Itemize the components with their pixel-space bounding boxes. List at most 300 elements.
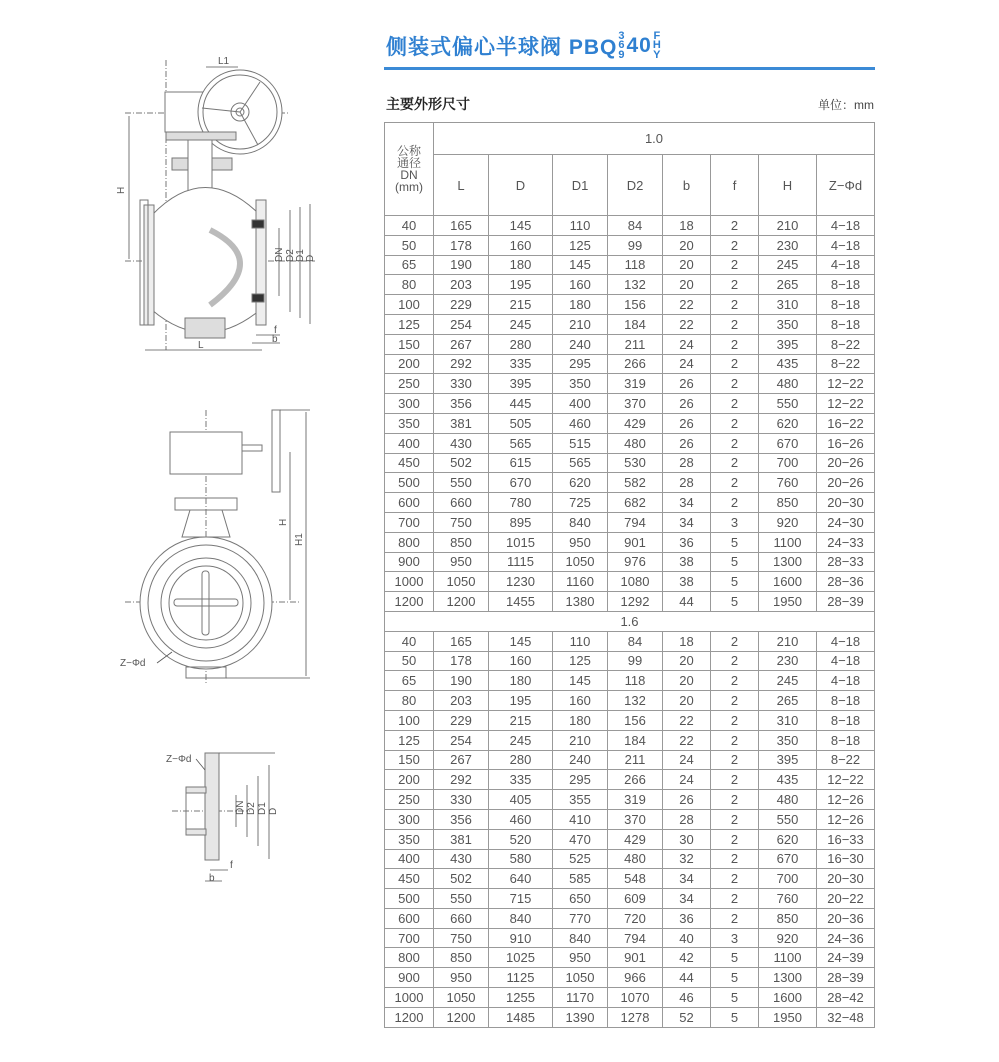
table-cell: 335 xyxy=(489,354,553,374)
table-cell: 395 xyxy=(759,750,817,770)
table-cell: 265 xyxy=(759,691,817,711)
table-cell: 1100 xyxy=(759,532,817,552)
table-cell: 195 xyxy=(489,275,553,295)
table-cell: 84 xyxy=(608,631,663,651)
table-row xyxy=(385,730,875,750)
table-cell: 12−26 xyxy=(817,809,875,829)
table-cell: 280 xyxy=(489,750,553,770)
table-cell: 4−18 xyxy=(817,216,875,236)
table-cell: 215 xyxy=(489,710,553,730)
dn-cell: 80 xyxy=(385,275,434,295)
dn-cell: 500 xyxy=(385,889,434,909)
table-cell: 460 xyxy=(489,809,553,829)
table-cell: 780 xyxy=(489,493,553,513)
dn-header-line: 通径 xyxy=(396,156,421,170)
table-cell: 966 xyxy=(608,968,663,988)
table-cell: 405 xyxy=(489,790,553,810)
table-cell: 920 xyxy=(759,512,817,532)
table-row xyxy=(385,532,875,552)
table-cell: 28 xyxy=(663,473,711,493)
dn-cell: 1200 xyxy=(385,592,434,612)
pressure-label: 1.6 xyxy=(385,611,875,631)
table-cell: 110 xyxy=(553,631,608,651)
table-cell: 770 xyxy=(553,908,608,928)
table-cell: 1300 xyxy=(759,968,817,988)
table-cell: 460 xyxy=(553,413,608,433)
table-cell: 210 xyxy=(553,730,608,750)
table-cell: 1080 xyxy=(608,572,663,592)
table-cell: 480 xyxy=(608,849,663,869)
dn-cell: 80 xyxy=(385,691,434,711)
dn-cell: 200 xyxy=(385,770,434,790)
table-cell: 26 xyxy=(663,433,711,453)
table-cell: 395 xyxy=(759,334,817,354)
label-L: L xyxy=(198,340,204,351)
table-cell: 38 xyxy=(663,552,711,572)
table-cell: 203 xyxy=(434,691,489,711)
table-cell: 22 xyxy=(663,314,711,334)
column-header: H xyxy=(759,155,817,216)
column-header: Z−Φd xyxy=(817,155,875,216)
table-cell: 2 xyxy=(711,671,759,691)
table-cell: 850 xyxy=(759,493,817,513)
table-cell: 20 xyxy=(663,235,711,255)
table-cell: 660 xyxy=(434,493,489,513)
table-cell: 502 xyxy=(434,869,489,889)
column-header: D1 xyxy=(553,155,608,216)
table-cell: 2 xyxy=(711,730,759,750)
table-cell: 20−22 xyxy=(817,889,875,909)
dn-cell: 65 xyxy=(385,671,434,691)
table-row xyxy=(385,473,875,493)
table-cell: 160 xyxy=(489,235,553,255)
table-cell: 211 xyxy=(608,750,663,770)
table-cell: 229 xyxy=(434,710,489,730)
dn-cell: 700 xyxy=(385,512,434,532)
table-cell: 4−18 xyxy=(817,255,875,275)
table-cell: 319 xyxy=(608,790,663,810)
table-cell: 920 xyxy=(759,928,817,948)
table-cell: 2 xyxy=(711,314,759,334)
table-cell: 40 xyxy=(663,928,711,948)
label-f: f xyxy=(230,860,233,871)
table-cell: 3 xyxy=(711,512,759,532)
table-cell: 2 xyxy=(711,374,759,394)
table-cell: 1600 xyxy=(759,988,817,1008)
table-cell: 99 xyxy=(608,651,663,671)
dn-cell: 1000 xyxy=(385,572,434,592)
table-row xyxy=(385,374,875,394)
table-cell: 355 xyxy=(553,790,608,810)
table-cell: 292 xyxy=(434,354,489,374)
table-cell: 1050 xyxy=(553,552,608,572)
dn-cell: 100 xyxy=(385,295,434,315)
dn-header xyxy=(385,123,434,216)
flange-detail-drawing xyxy=(150,745,290,890)
table-row xyxy=(385,493,875,513)
table-cell: 2 xyxy=(711,354,759,374)
table-cell: 20−36 xyxy=(817,908,875,928)
table-cell: 24−30 xyxy=(817,512,875,532)
table-cell: 266 xyxy=(608,770,663,790)
stack-item: 3 xyxy=(618,29,626,42)
label-D2: D2 xyxy=(285,249,296,262)
table-cell: 145 xyxy=(553,255,608,275)
dn-header-line: (mm) xyxy=(395,180,423,194)
front-view-drawing xyxy=(110,400,330,690)
title-stack-pressure xyxy=(618,29,626,61)
table-cell: 26 xyxy=(663,374,711,394)
dn-cell: 800 xyxy=(385,532,434,552)
table-cell: 28 xyxy=(663,453,711,473)
table-cell: 350 xyxy=(759,730,817,750)
table-cell: 2 xyxy=(711,790,759,810)
table-cell: 184 xyxy=(608,730,663,750)
table-cell: 8−22 xyxy=(817,334,875,354)
table-cell: 520 xyxy=(489,829,553,849)
table-cell: 5 xyxy=(711,948,759,968)
table-cell: 1050 xyxy=(434,988,489,1008)
table-cell: 110 xyxy=(553,216,608,236)
label-bolt-holes: Z−Φd xyxy=(120,658,146,669)
dn-cell: 200 xyxy=(385,354,434,374)
table-row xyxy=(385,255,875,275)
table-row xyxy=(385,394,875,414)
table-cell: 381 xyxy=(434,829,489,849)
table-cell: 18 xyxy=(663,216,711,236)
table-cell: 12−22 xyxy=(817,394,875,414)
label-D: D xyxy=(305,254,316,262)
table-cell: 1050 xyxy=(553,968,608,988)
table-cell: 550 xyxy=(759,809,817,829)
table-cell: 20 xyxy=(663,671,711,691)
table-cell: 1292 xyxy=(608,592,663,612)
table-cell: 184 xyxy=(608,314,663,334)
table-cell: 44 xyxy=(663,592,711,612)
table-cell: 1600 xyxy=(759,572,817,592)
table-cell: 20−30 xyxy=(817,869,875,889)
table-cell: 640 xyxy=(489,869,553,889)
table-cell: 18 xyxy=(663,631,711,651)
table-cell: 1950 xyxy=(759,592,817,612)
table-cell: 16−30 xyxy=(817,849,875,869)
table-cell: 660 xyxy=(434,908,489,928)
table-cell: 12−22 xyxy=(817,374,875,394)
label-D1: D1 xyxy=(257,802,268,815)
table-cell: 145 xyxy=(489,216,553,236)
table-cell: 245 xyxy=(759,671,817,691)
table-cell: 2 xyxy=(711,651,759,671)
table-row xyxy=(385,1007,875,1027)
table-cell: 295 xyxy=(553,770,608,790)
table-row xyxy=(385,948,875,968)
table-cell: 615 xyxy=(489,453,553,473)
table-cell: 760 xyxy=(759,473,817,493)
table-cell: 24 xyxy=(663,334,711,354)
table-cell: 410 xyxy=(553,809,608,829)
table-cell: 32 xyxy=(663,849,711,869)
dn-cell: 700 xyxy=(385,928,434,948)
table-cell: 1200 xyxy=(434,1007,489,1027)
table-row xyxy=(385,889,875,909)
table-cell: 4−18 xyxy=(817,235,875,255)
table-cell: 2 xyxy=(711,255,759,275)
table-row xyxy=(385,988,875,1008)
table-cell: 267 xyxy=(434,750,489,770)
table-cell: 26 xyxy=(663,413,711,433)
table-cell: 2 xyxy=(711,889,759,909)
table-cell: 720 xyxy=(608,908,663,928)
table-cell: 5 xyxy=(711,592,759,612)
table-row xyxy=(385,275,875,295)
table-cell: 2 xyxy=(711,216,759,236)
dn-cell: 100 xyxy=(385,710,434,730)
table-cell: 910 xyxy=(489,928,553,948)
table-cell: 3 xyxy=(711,928,759,948)
table-cell: 2 xyxy=(711,433,759,453)
section-heading: 主要外形尺寸 xyxy=(386,96,470,112)
stack-item: 6 xyxy=(618,39,626,52)
column-header-row xyxy=(385,155,875,216)
table-cell: 901 xyxy=(608,532,663,552)
table-cell: 430 xyxy=(434,849,489,869)
table-row xyxy=(385,750,875,770)
table-cell: 2 xyxy=(711,710,759,730)
table-cell: 8−18 xyxy=(817,691,875,711)
table-cell: 2 xyxy=(711,908,759,928)
table-cell: 118 xyxy=(608,671,663,691)
table-row xyxy=(385,691,875,711)
table-cell: 370 xyxy=(608,394,663,414)
table-cell: 20 xyxy=(663,691,711,711)
column-header: L xyxy=(434,155,489,216)
table-cell: 1950 xyxy=(759,1007,817,1027)
table-cell: 525 xyxy=(553,849,608,869)
table-row xyxy=(385,433,875,453)
table-cell: 203 xyxy=(434,275,489,295)
dn-header-line: 公称 xyxy=(396,144,421,158)
table-cell: 42 xyxy=(663,948,711,968)
table-cell: 160 xyxy=(489,651,553,671)
table-cell: 715 xyxy=(489,889,553,909)
table-cell: 750 xyxy=(434,512,489,532)
table-cell: 1115 xyxy=(489,552,553,572)
table-cell: 99 xyxy=(608,235,663,255)
table-cell: 550 xyxy=(759,394,817,414)
table-cell: 480 xyxy=(608,433,663,453)
label-b: b xyxy=(272,334,278,345)
table-cell: 125 xyxy=(553,235,608,255)
table-cell: 8−18 xyxy=(817,295,875,315)
table-cell: 28−42 xyxy=(817,988,875,1008)
table-cell: 2 xyxy=(711,295,759,315)
table-cell: 165 xyxy=(434,216,489,236)
label-D: D xyxy=(268,807,279,815)
table-row xyxy=(385,413,875,433)
table-cell: 310 xyxy=(759,295,817,315)
table-cell: 395 xyxy=(489,374,553,394)
table-cell: 22 xyxy=(663,295,711,315)
table-cell: 160 xyxy=(553,691,608,711)
table-cell: 132 xyxy=(608,691,663,711)
table-cell: 2 xyxy=(711,275,759,295)
table-cell: 1170 xyxy=(553,988,608,1008)
label-D2: D2 xyxy=(246,802,257,815)
table-cell: 28−36 xyxy=(817,572,875,592)
table-row xyxy=(385,631,875,651)
table-cell: 295 xyxy=(553,354,608,374)
table-row xyxy=(385,651,875,671)
table-cell: 435 xyxy=(759,354,817,374)
table-cell: 180 xyxy=(489,255,553,275)
dn-cell: 400 xyxy=(385,433,434,453)
table-cell: 190 xyxy=(434,671,489,691)
table-cell: 901 xyxy=(608,948,663,968)
title-stack-material xyxy=(652,29,662,61)
table-cell: 350 xyxy=(553,374,608,394)
table-cell: 5 xyxy=(711,572,759,592)
table-cell: 794 xyxy=(608,512,663,532)
table-cell: 145 xyxy=(489,631,553,651)
table-cell: 156 xyxy=(608,295,663,315)
table-cell: 480 xyxy=(759,374,817,394)
table-cell: 1125 xyxy=(489,968,553,988)
table-cell: 254 xyxy=(434,314,489,334)
table-cell: 700 xyxy=(759,869,817,889)
table-cell: 2 xyxy=(711,235,759,255)
table-row xyxy=(385,592,875,612)
table-cell: 1255 xyxy=(489,988,553,1008)
table-row xyxy=(385,829,875,849)
table-row xyxy=(385,235,875,255)
table-row xyxy=(385,968,875,988)
table-cell: 335 xyxy=(489,770,553,790)
table-cell: 356 xyxy=(434,809,489,829)
table-cell: 46 xyxy=(663,988,711,1008)
table-cell: 319 xyxy=(608,374,663,394)
table-cell: 565 xyxy=(489,433,553,453)
table-cell: 850 xyxy=(434,948,489,968)
table-cell: 700 xyxy=(759,453,817,473)
table-cell: 210 xyxy=(759,216,817,236)
dn-cell: 150 xyxy=(385,334,434,354)
table-cell: 850 xyxy=(759,908,817,928)
dn-cell: 1000 xyxy=(385,988,434,1008)
table-cell: 1050 xyxy=(434,572,489,592)
pressure-header: 1.0 xyxy=(434,123,875,155)
table-row xyxy=(385,809,875,829)
dn-cell: 900 xyxy=(385,968,434,988)
table-cell: 1230 xyxy=(489,572,553,592)
table-cell: 609 xyxy=(608,889,663,909)
label-DN: DN xyxy=(274,247,285,262)
table-cell: 2 xyxy=(711,334,759,354)
table-cell: 310 xyxy=(759,710,817,730)
table-cell: 230 xyxy=(759,651,817,671)
dn-cell: 40 xyxy=(385,216,434,236)
table-cell: 670 xyxy=(489,473,553,493)
table-row xyxy=(385,552,875,572)
table-cell: 8−18 xyxy=(817,275,875,295)
dn-cell: 500 xyxy=(385,473,434,493)
table-cell: 5 xyxy=(711,988,759,1008)
dn-cell: 400 xyxy=(385,849,434,869)
dn-cell: 450 xyxy=(385,453,434,473)
table-cell: 24 xyxy=(663,770,711,790)
table-cell: 28 xyxy=(663,809,711,829)
table-cell: 1160 xyxy=(553,572,608,592)
label-L1: L1 xyxy=(218,56,230,67)
table-row xyxy=(385,334,875,354)
table-cell: 840 xyxy=(553,928,608,948)
table-cell: 950 xyxy=(434,552,489,572)
table-cell: 760 xyxy=(759,889,817,909)
dn-cell: 125 xyxy=(385,314,434,334)
unit-label: 单位：mm xyxy=(818,98,874,112)
label-H: H xyxy=(278,518,289,526)
table-cell: 1100 xyxy=(759,948,817,968)
dn-cell: 800 xyxy=(385,948,434,968)
table-cell: 292 xyxy=(434,770,489,790)
table-cell: 565 xyxy=(553,453,608,473)
table-cell: 84 xyxy=(608,216,663,236)
table-cell: 950 xyxy=(553,532,608,552)
table-cell: 245 xyxy=(489,314,553,334)
table-row xyxy=(385,295,875,315)
table-cell: 2 xyxy=(711,750,759,770)
table-cell: 550 xyxy=(434,473,489,493)
table-cell: 435 xyxy=(759,770,817,790)
table-cell: 36 xyxy=(663,532,711,552)
table-cell: 350 xyxy=(759,314,817,334)
table-cell: 2 xyxy=(711,413,759,433)
table-row xyxy=(385,710,875,730)
table-row xyxy=(385,849,875,869)
stack-item: 9 xyxy=(618,48,626,61)
table-cell: 582 xyxy=(608,473,663,493)
dn-header-line: DN xyxy=(400,168,418,182)
table-cell: 38 xyxy=(663,572,711,592)
table-cell: 330 xyxy=(434,790,489,810)
table-cell: 22 xyxy=(663,710,711,730)
table-cell: 5 xyxy=(711,532,759,552)
table-cell: 4−18 xyxy=(817,671,875,691)
label-f: f xyxy=(274,325,277,336)
table-cell: 1025 xyxy=(489,948,553,968)
table-body xyxy=(385,216,875,1028)
table-cell: 229 xyxy=(434,295,489,315)
dn-cell: 125 xyxy=(385,730,434,750)
table-cell: 24−36 xyxy=(817,928,875,948)
table-cell: 28−33 xyxy=(817,552,875,572)
column-header: D2 xyxy=(608,155,663,216)
table-cell: 34 xyxy=(663,889,711,909)
dn-cell: 600 xyxy=(385,908,434,928)
column-header: f xyxy=(711,155,759,216)
table-cell: 24−39 xyxy=(817,948,875,968)
table-cell: 245 xyxy=(759,255,817,275)
table-cell: 26 xyxy=(663,790,711,810)
table-cell: 950 xyxy=(553,948,608,968)
table-cell: 178 xyxy=(434,651,489,671)
table-cell: 20 xyxy=(663,651,711,671)
table-cell: 245 xyxy=(489,730,553,750)
table-cell: 26 xyxy=(663,394,711,414)
table-cell: 267 xyxy=(434,334,489,354)
table-row xyxy=(385,354,875,374)
table-cell: 240 xyxy=(553,334,608,354)
table-cell: 850 xyxy=(434,532,489,552)
